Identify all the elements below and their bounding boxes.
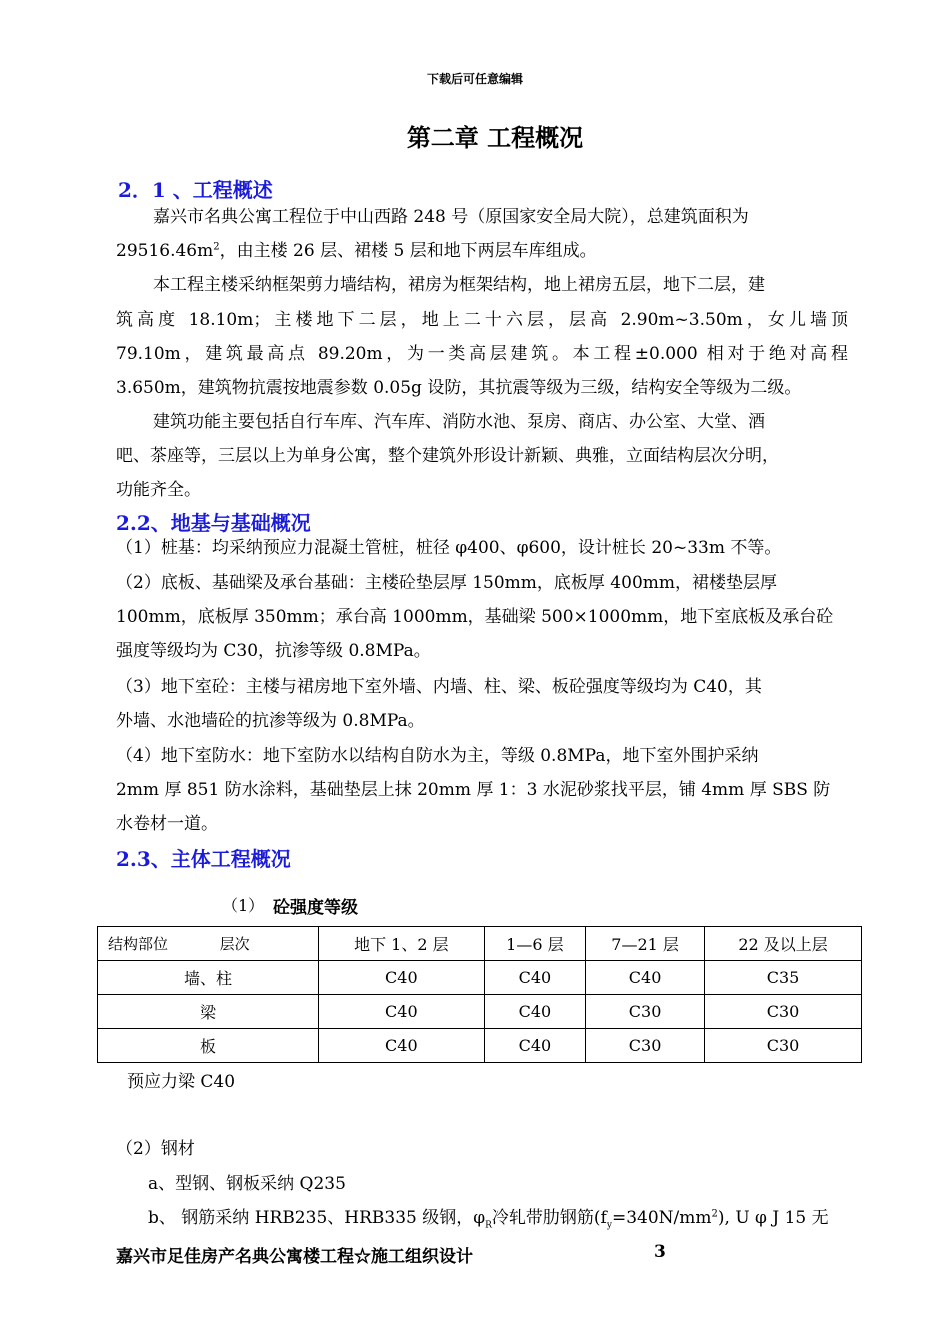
table-caption: 砼强度等级 xyxy=(273,898,358,918)
list-item: （2）底板、基础梁及承台基础：主楼砼垫层厚 150mm，底板厚 400mm，裙楼垫层厚 xyxy=(116,573,777,593)
header-part-label: 结构部位 xyxy=(108,935,169,953)
list-item: （4）地下室防水：地下室防水以结构自防水为主，等级 0.8MPa，地下室外围护采纳 xyxy=(116,746,759,766)
table-header-cell: 7—21 层 xyxy=(586,927,705,961)
table-row xyxy=(98,1029,862,1063)
table-cell: C40 xyxy=(319,961,485,995)
header-floor-label: 层次 xyxy=(219,935,250,953)
page-number: 3 xyxy=(654,1242,666,1262)
paragraph-line: 3.650m，建筑物抗震按地震参数 0.05g 设防，其抗震等级为三级，结构安全等级为二级。 xyxy=(116,378,802,398)
area-unit-superscript: 2 xyxy=(213,241,220,253)
list-item: 外墙、水池墙砼的抗渗等级为 0.8MPa。 xyxy=(116,711,425,731)
steel-title: （2）钢材 xyxy=(116,1139,195,1159)
list-item: 100mm，底板厚 350mm；承台高 1000mm，基础梁 500×1000mm，地下室底板及承台砼 xyxy=(116,607,834,627)
subscript: y xyxy=(606,1220,612,1231)
table-cell: C30 xyxy=(705,995,862,1029)
table-cell: C40 xyxy=(484,995,585,1029)
table-cell: C30 xyxy=(705,1029,862,1063)
paragraph-text: ), U φ J 15 无 xyxy=(717,1208,829,1228)
list-item: （1）桩基：均采纳预应力混凝土管桩，桩径 φ400、φ600，设计桩长 20~33m 不等。 xyxy=(116,538,782,558)
table-header-cell xyxy=(98,927,319,961)
paragraph-text: 冷轧带肋钢筋(f xyxy=(491,1208,607,1228)
paragraph-line: 79.10m，建筑最高点 89.20m，为一类高层建筑。本工程±0.000 相对于绝对高程 xyxy=(116,344,848,364)
section-title-2-2: 2.2、地基与基础概况 xyxy=(116,511,311,535)
paragraph-line: 嘉兴市名典公寓工程位于中山西路 248 号（原国家安全局大院），总建筑面积为 xyxy=(153,207,749,227)
table-caption-number: （1） xyxy=(222,896,265,915)
paragraph-text: =340N/mm xyxy=(611,1208,712,1228)
row-label: 梁 xyxy=(98,995,319,1029)
list-item: 强度等级均为 C30，抗渗等级 0.8MPa。 xyxy=(116,641,431,661)
concrete-grade-table xyxy=(97,926,862,1063)
table-header-cell: 1—6 层 xyxy=(484,927,585,961)
section-title-2-3: 2.3、主体工程概况 xyxy=(116,847,291,871)
list-item: 2mm 厚 851 防水涂料，基础垫层上抹 20mm 厚 1：3 水泥砂浆找平层，铺 4mm 厚 SBS 防 xyxy=(116,780,831,800)
paragraph-text: b、 钢筋采纳 HRB235、HRB335 级钢，φ xyxy=(148,1208,486,1228)
list-item: （3）地下室砼：主楼与裙房地下室外墙、内墙、柱、梁、板砼强度等级均为 C40，其 xyxy=(116,677,762,697)
table-cell: C40 xyxy=(319,1029,485,1063)
subscript: R xyxy=(485,1220,492,1231)
paragraph-line: 吧、茶座等，三层以上为单身公寓，整个建筑外形设计新颖、典雅，立面结构层次分明， xyxy=(116,446,779,466)
table-cell: C40 xyxy=(484,1029,585,1063)
table-cell: C40 xyxy=(319,995,485,1029)
header-note: 下载后可任意编辑 xyxy=(426,72,523,86)
paragraph-text: ，由主楼 26 层、裙楼 5 层和地下两层车库组成。 xyxy=(219,241,597,261)
row-label: 板 xyxy=(98,1029,319,1063)
list-item: 水卷材一道。 xyxy=(116,814,218,834)
table-cell: C40 xyxy=(484,961,585,995)
table-header-row xyxy=(98,927,862,961)
table-cell: C40 xyxy=(586,961,705,995)
steel-item-a: a、型钢、钢板采纳 Q235 xyxy=(148,1174,346,1194)
paragraph-line: 建筑功能主要包括自行车库、汽车库、消防水池、泵房、商店、办公室、大堂、酒 xyxy=(153,412,765,432)
chapter-title: 第二章 工程概况 xyxy=(406,123,584,152)
table-header-cell: 地下 1、2 层 xyxy=(319,927,485,961)
paragraph-line: 功能齐全。 xyxy=(116,480,201,500)
table-cell: C35 xyxy=(705,961,862,995)
section-title-2-1: 2．1 、工程概述 xyxy=(118,178,273,202)
table-header-cell: 22 及以上层 xyxy=(705,927,862,961)
table-row xyxy=(98,995,862,1029)
steel-item-b xyxy=(148,1203,829,1231)
footer-text: 嘉兴市足佳房产名典公寓楼工程☆施工组织设计 xyxy=(116,1247,473,1267)
table-cell: C30 xyxy=(586,1029,705,1063)
row-label: 墙、柱 xyxy=(98,961,319,995)
table-cell: C30 xyxy=(586,995,705,1029)
area-value: 29516.46m xyxy=(116,241,214,261)
paragraph-line: 筑高度 18.10m；主楼地下二层，地上二十六层，层高 2.90m~3.50m，女儿墙顶 xyxy=(116,310,848,330)
superscript: 2 xyxy=(711,1208,718,1220)
prestress-note: 预应力梁 C40 xyxy=(127,1072,236,1092)
paragraph-line: 本工程主楼采纳框架剪力墙结构，裙房为框架结构，地上裙房五层，地下二层，建 xyxy=(153,275,765,295)
paragraph-line xyxy=(116,236,597,261)
table-row xyxy=(98,961,862,995)
